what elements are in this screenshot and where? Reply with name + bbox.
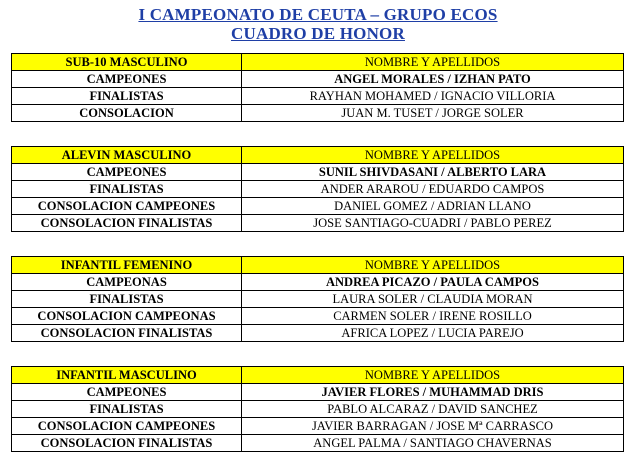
table-row xyxy=(12,71,624,88)
row-label: FINALISTAS xyxy=(12,291,242,308)
honor-table-alevin-masculino xyxy=(11,146,624,232)
category-header: INFANTIL MASCULINO xyxy=(12,367,242,384)
honor-table-sub10-masculino xyxy=(11,53,624,122)
row-label: FINALISTAS xyxy=(12,181,242,198)
document-subtitle: CUADRO DE HONOR xyxy=(231,24,405,43)
row-label: CAMPEONES xyxy=(12,384,242,401)
table-header-row xyxy=(12,54,624,71)
row-names: ANDER ARAROU / EDUARDO CAMPOS xyxy=(242,181,624,198)
row-names: SUNIL SHIVDASANI / ALBERTO LARA xyxy=(242,164,624,181)
names-column-header: NOMBRE Y APELLIDOS xyxy=(242,54,624,71)
row-label: CONSOLACION FINALISTAS xyxy=(12,325,242,342)
document-title: I CAMPEONATO DE CEUTA – GRUPO ECOS xyxy=(138,5,498,24)
row-label: CONSOLACION CAMPEONES xyxy=(12,198,242,215)
row-names: AFRICA LOPEZ / LUCIA PAREJO xyxy=(242,325,624,342)
row-label: CONSOLACION FINALISTAS xyxy=(12,215,242,232)
table-header-row xyxy=(12,257,624,274)
row-label: CAMPEONES xyxy=(12,71,242,88)
row-names: ANGEL PALMA / SANTIAGO CHAVERNAS xyxy=(242,435,624,452)
table-header-row xyxy=(12,147,624,164)
row-label: FINALISTAS xyxy=(12,401,242,418)
row-names: JAVIER FLORES / MUHAMMAD DRIS xyxy=(242,384,624,401)
table-row xyxy=(12,215,624,232)
table-row xyxy=(12,325,624,342)
category-header: SUB-10 MASCULINO xyxy=(12,54,242,71)
table-row xyxy=(12,291,624,308)
row-label: CAMPEONES xyxy=(12,164,242,181)
row-names: JAVIER BARRAGAN / JOSE Mª CARRASCO xyxy=(242,418,624,435)
table-row xyxy=(12,384,624,401)
row-label: CONSOLACION CAMPEONES xyxy=(12,418,242,435)
row-names: PABLO ALCARAZ / DAVID SANCHEZ xyxy=(242,401,624,418)
row-names: ANDREA PICAZO / PAULA CAMPOS xyxy=(242,274,624,291)
row-names: JUAN M. TUSET / JORGE SOLER xyxy=(242,105,624,122)
table-row xyxy=(12,418,624,435)
row-names: LAURA SOLER / CLAUDIA MORAN xyxy=(242,291,624,308)
table-row xyxy=(12,181,624,198)
row-names: JOSE SANTIAGO-CUADRI / PABLO PEREZ xyxy=(242,215,624,232)
table-row xyxy=(12,435,624,452)
names-column-header: NOMBRE Y APELLIDOS xyxy=(242,367,624,384)
row-label: CAMPEONAS xyxy=(12,274,242,291)
table-row xyxy=(12,198,624,215)
row-names: ANGEL MORALES / IZHAN PATO xyxy=(242,71,624,88)
row-names: CARMEN SOLER / IRENE ROSILLO xyxy=(242,308,624,325)
row-names: DANIEL GOMEZ / ADRIAN LLANO xyxy=(242,198,624,215)
table-row xyxy=(12,105,624,122)
row-label: CONSOLACION CAMPEONAS xyxy=(12,308,242,325)
row-label: CONSOLACION FINALISTAS xyxy=(12,435,242,452)
table-row xyxy=(12,164,624,181)
row-label: FINALISTAS xyxy=(12,88,242,105)
table-row xyxy=(12,274,624,291)
table-header-row xyxy=(12,367,624,384)
honor-table-infantil-masculino xyxy=(11,366,624,452)
table-row xyxy=(12,88,624,105)
table-row xyxy=(12,401,624,418)
table-row xyxy=(12,308,624,325)
row-names: RAYHAN MOHAMED / IGNACIO VILLORIA xyxy=(242,88,624,105)
honor-table-infantil-femenino xyxy=(11,256,624,342)
category-header: INFANTIL FEMENINO xyxy=(12,257,242,274)
names-column-header: NOMBRE Y APELLIDOS xyxy=(242,147,624,164)
names-column-header: NOMBRE Y APELLIDOS xyxy=(242,257,624,274)
category-header: ALEVIN MASCULINO xyxy=(12,147,242,164)
row-label: CONSOLACION xyxy=(12,105,242,122)
